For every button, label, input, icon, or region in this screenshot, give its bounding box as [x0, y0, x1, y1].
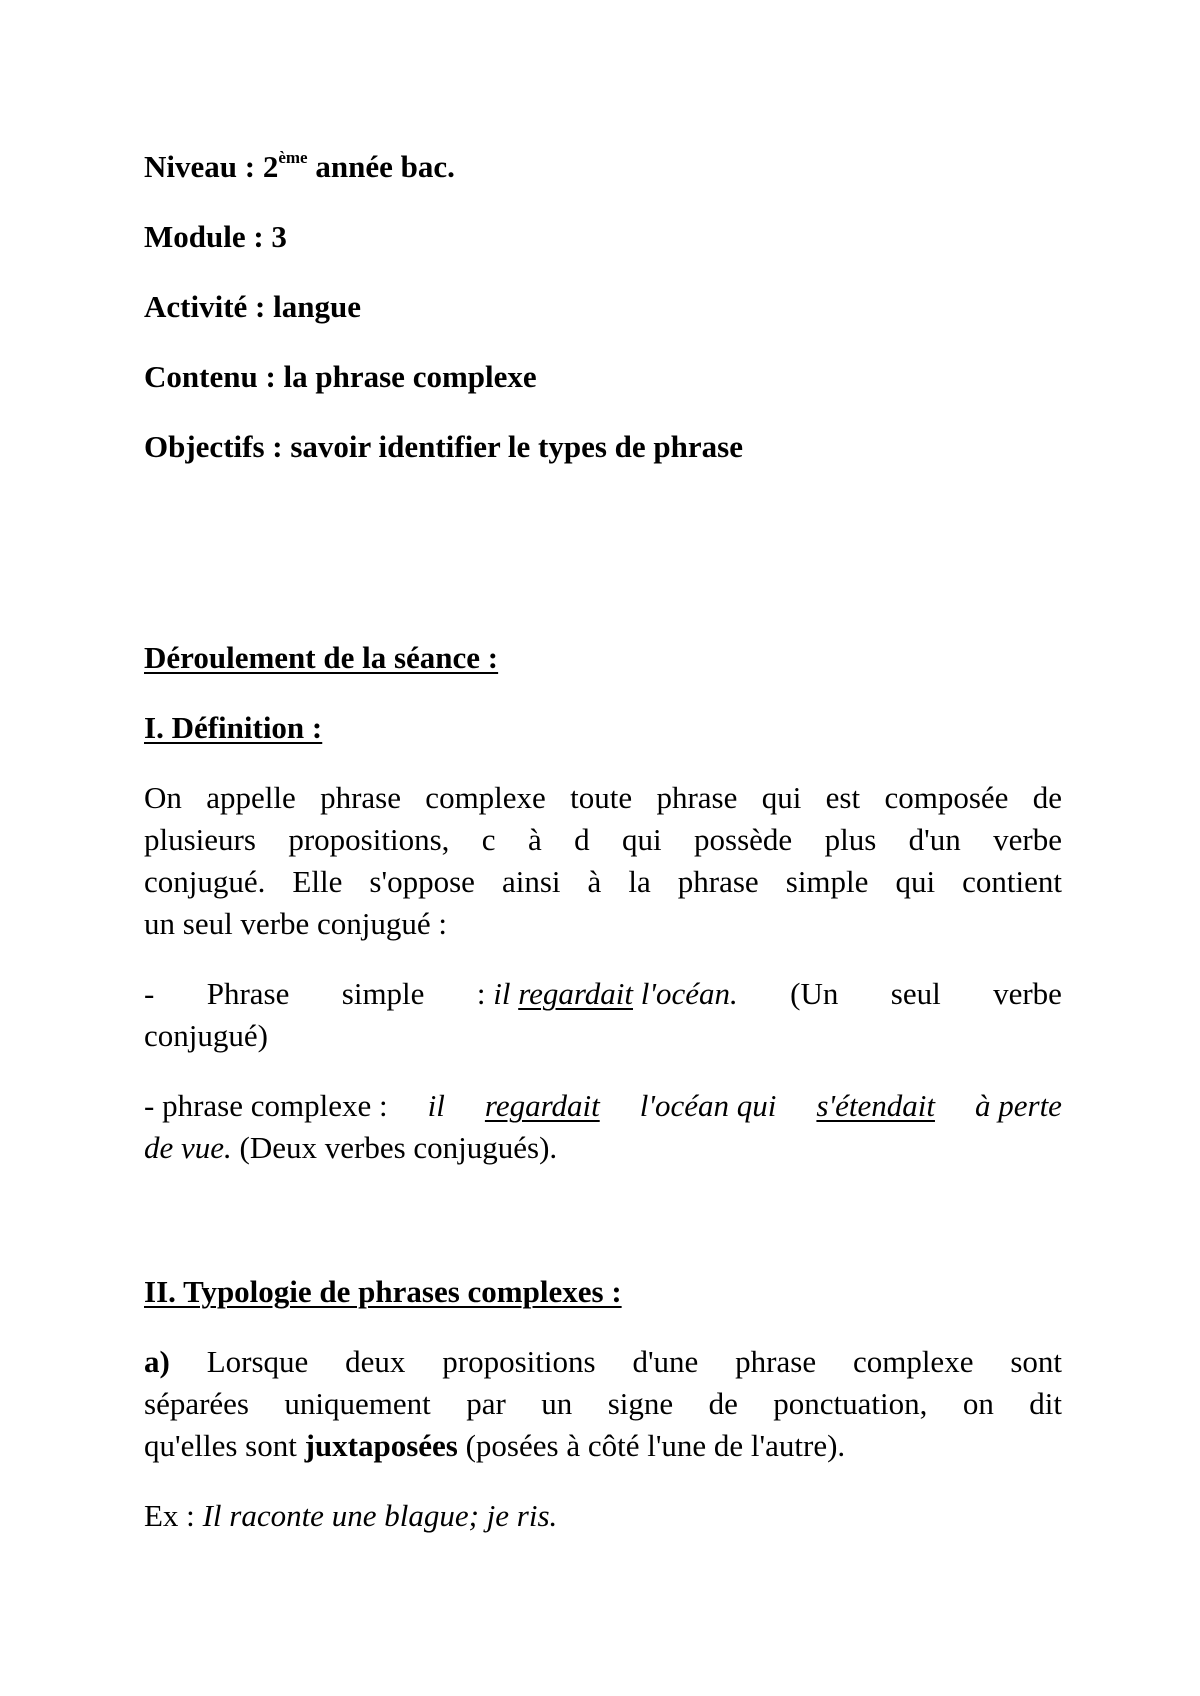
- example-text: Il raconte une blague; je ris.: [202, 1498, 558, 1533]
- simple-verb: regardait: [518, 976, 633, 1011]
- definition-line-2: plusieurs propositions, c à d qui possède plus d'un verbe: [144, 822, 1062, 857]
- definition-line-1: On appelle phrase complexe toute phrase qui est composée de: [144, 780, 1062, 815]
- simple-example-line: [144, 973, 1062, 1015]
- complexe-end-2: de vue.: [144, 1130, 232, 1165]
- complexe-verb-2: s'étendait: [816, 1088, 935, 1123]
- niveau-rest: année bac.: [315, 149, 455, 184]
- section-2a-label: a): [144, 1344, 170, 1379]
- simple-label-2: simple: [341, 976, 425, 1011]
- section-2a-line-1: [144, 1341, 1062, 1383]
- niveau-superscript: ème: [278, 148, 308, 167]
- niveau-line: [144, 146, 455, 188]
- simple-rest: l'océan.: [640, 976, 738, 1011]
- complexe-mid: l'océan qui: [639, 1088, 777, 1123]
- complexe-example-line-2: [144, 1127, 557, 1169]
- contenu-line: Contenu : la phrase complexe: [144, 359, 537, 394]
- complexe-il: il: [427, 1088, 445, 1123]
- simple-il: il: [493, 976, 511, 1011]
- simple-colon: :: [476, 976, 486, 1011]
- section-2a-line-3-end: (posées à côté l'une de l'autre).: [465, 1428, 846, 1463]
- section-2a-text-1: Lorsque deux propositions d'une phrase complexe sont: [206, 1344, 1063, 1379]
- section-2a-line-3: [144, 1425, 845, 1467]
- module-line: Module : 3: [144, 219, 287, 254]
- deroulement-heading: Déroulement de la séance :: [144, 640, 499, 675]
- simple-note-3: verbe: [993, 976, 1062, 1011]
- complexe-verb-1: regardait: [484, 1088, 600, 1123]
- complexe-note: (Deux verbes conjugués).: [239, 1130, 558, 1165]
- simple-label: Phrase: [206, 976, 290, 1011]
- simple-note-2: seul: [890, 976, 941, 1011]
- definition-line-4: un seul verbe conjugué :: [144, 906, 448, 941]
- niveau-label: Niveau :: [144, 149, 256, 184]
- activite-line: Activité : langue: [144, 289, 361, 324]
- simple-example: [477, 973, 738, 1015]
- simple-note-1: (Un: [790, 976, 839, 1011]
- definition-line-3: conjugué. Elle s'oppose ainsi à la phrase simple qui contient: [144, 864, 1062, 899]
- example-label: Ex :: [144, 1498, 195, 1533]
- complexe-example-line: [144, 1085, 1062, 1127]
- section-2a-line-3-start: qu'elles sont: [144, 1428, 297, 1463]
- simple-dash: -: [144, 976, 155, 1011]
- niveau-number: 2: [262, 149, 279, 184]
- complexe-end-1: à perte: [975, 1088, 1062, 1123]
- complexe-label: - phrase complexe :: [144, 1088, 388, 1123]
- section-1-title: I. Définition :: [144, 710, 323, 745]
- example-line: [144, 1495, 557, 1537]
- section-2-title: II. Typologie de phrases complexes :: [144, 1274, 622, 1309]
- section-2a-line-2: séparées uniquement par un signe de ponctuation, on dit: [144, 1386, 1062, 1421]
- juxtaposees-term: juxtaposées: [304, 1428, 458, 1463]
- objectifs-line: Objectifs : savoir identifier le types de phrase: [144, 429, 743, 464]
- simple-note-end: conjugué): [144, 1018, 268, 1053]
